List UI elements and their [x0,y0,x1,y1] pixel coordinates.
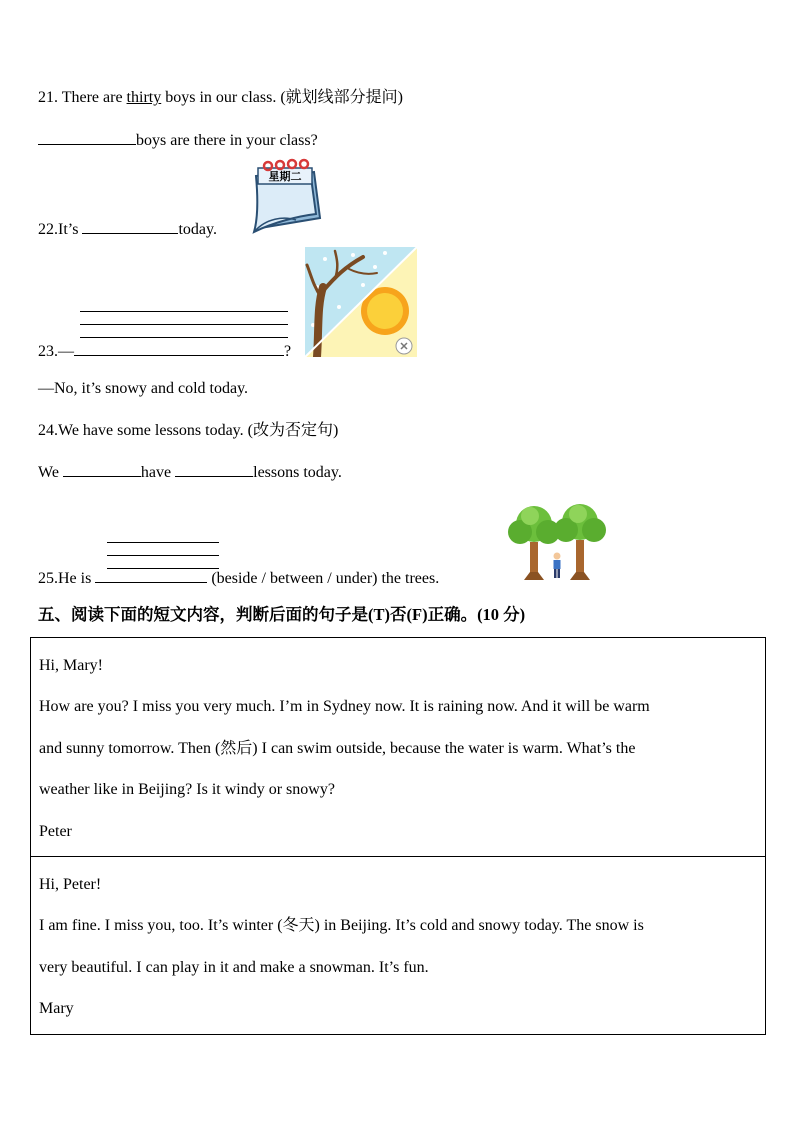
q23-rule-3 [80,337,288,338]
q24-word-2: have [140,464,176,481]
tree-icon [554,504,606,580]
q21-blank[interactable] [38,130,136,145]
letter-1-line-2: and sunny tomorrow. Then (然后) I can swim outside, because the water is warm. What’s the [39,740,636,757]
q21-underlined-word: thirty [126,89,162,106]
calendar-icon [244,158,324,234]
q23-reply: —No, it’s snowy and cold today. [38,380,249,397]
calendar-label: 星期二 [268,170,302,183]
letter-box-1 [30,637,766,857]
q21-answer-line [38,130,318,151]
q24-answer [38,462,342,483]
letter-2-signature: Mary [39,1000,74,1017]
q25-rule-1 [107,542,219,543]
letter-2-line-2: very beautiful. I can play in it and make a snowman. It’s fun. [39,959,429,976]
letter-1-line-3: weather like in Beijing? Is it windy or snowy? [39,781,335,798]
boy-icon [554,553,561,579]
q23-blank[interactable] [74,341,284,356]
q24-instruction: 24.We have some lessons today. (改为否定句) [38,422,339,439]
weather-image [305,247,417,357]
letter-1-line-1: How are you? I miss you very much. I’m in Sydney now. It is raining now. And it will be warm [39,698,650,715]
q22-pre: 22.It’s [38,221,83,238]
q21-number: 21 [38,89,54,106]
q21-pre: . There are [54,89,127,106]
q23-rule-2 [80,324,288,325]
q25-pre: 25.He is [38,570,96,587]
q22-post: today. [178,221,217,238]
trees-image [500,502,616,582]
q25-sentence [38,568,439,589]
q23-sentence [38,341,291,362]
q21-answer-text: boys are there in your class? [136,132,318,149]
letter-box-2 [30,856,766,1035]
q22-blank[interactable] [82,219,178,234]
q23-rule-1 [80,311,288,312]
q24-word-3: lessons today. [253,464,342,481]
q21-post: boys in our class. (就划线部分提问) [161,89,403,106]
q24-blank-2[interactable] [175,462,253,477]
q25-rule-2 [107,555,219,556]
q23-pre: 23.— [38,343,74,360]
letter-1-signature: Peter [39,823,72,840]
q22-sentence [38,219,217,240]
q25-post: (beside / between / under) the trees. [207,570,440,587]
q23-post: ? [284,343,292,360]
q24-blank-1[interactable] [63,462,141,477]
q24-word-1: We [38,464,63,481]
letter-1-greeting: Hi, Mary! [39,657,103,674]
q21-sentence [38,88,403,108]
tree-icon [508,506,560,580]
letter-2-line-1: I am fine. I miss you, too. It’s winter (冬天) in Beijing. It’s cold and snowy today. The snow is [39,917,644,934]
letter-2-greeting: Hi, Peter! [39,876,102,893]
section-5-heading: 五、阅读下面的短文内容，判断后面的句子是(T)否(F)正确。(10 分) [38,605,526,624]
q25-blank[interactable] [95,568,207,583]
